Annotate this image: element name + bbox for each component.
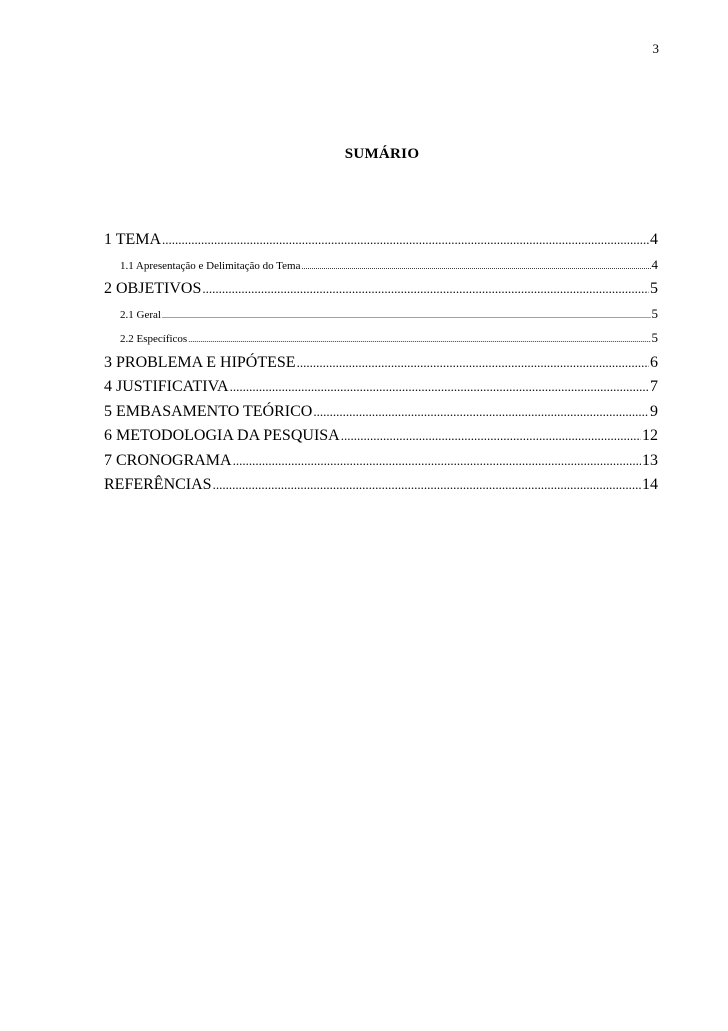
dot-leader: [188, 328, 650, 351]
toc-entry-label: 3 PROBLEMA E HIPÓTESE: [104, 353, 296, 371]
toc-entry-justificativa[interactable]: [104, 376, 658, 401]
page-number: 3: [652, 41, 659, 56]
toc-entry-page: 5: [651, 330, 658, 345]
toc-entry-label: 6 METODOLOGIA DA PESQUISA: [104, 427, 340, 444]
dot-leader: [233, 450, 641, 472]
toc-entry-page: 5: [650, 280, 658, 297]
dot-leader: [297, 352, 649, 374]
dot-leader: [162, 229, 649, 251]
toc-entry-label: 1 TEMA: [104, 231, 162, 248]
toc-entry-geral[interactable]: [104, 303, 658, 328]
dot-leader: [301, 255, 650, 278]
toc-entry-page: 12: [642, 427, 658, 444]
toc-entry-label: REFERÊNCIAS: [104, 476, 212, 493]
dot-leader: [341, 425, 641, 447]
page-title: SUMÁRIO: [344, 146, 420, 162]
toc-entry-referencias[interactable]: [104, 474, 658, 499]
toc-entry-embasamento[interactable]: [104, 401, 658, 426]
dot-leader: [162, 304, 651, 327]
toc-entry-objetivos[interactable]: [104, 278, 658, 303]
toc-entry-label: 4 JUSTIFICATIVA: [104, 378, 229, 395]
toc-entry-apresentacao[interactable]: [104, 254, 658, 279]
toc-entry-label: 7 CRONOGRAMA: [104, 451, 232, 469]
toc-entry-page: 9: [650, 402, 658, 420]
toc-entry-problema[interactable]: [104, 352, 658, 377]
toc-entry-label: 2.1 Geral: [120, 308, 161, 321]
table-of-contents: [104, 229, 658, 499]
toc-entry-page: 13: [642, 451, 658, 469]
dot-leader: [202, 278, 649, 300]
dot-leader: [313, 401, 649, 423]
toc-entry-label: 2 OBJETIVOS: [104, 280, 202, 297]
toc-entry-tema[interactable]: [104, 229, 658, 254]
toc-entry-label: 5 EMBASAMENTO TEÓRICO: [104, 402, 313, 420]
toc-entry-label: 1.1 Apresentação e Delimitação do Tema: [120, 259, 301, 272]
dot-leader: [213, 474, 641, 496]
toc-entry-page: 7: [650, 378, 658, 395]
toc-entry-especificos[interactable]: [104, 327, 658, 352]
toc-entry-label: 2.2 Específicos: [120, 333, 188, 345]
dot-leader: [230, 376, 649, 398]
toc-entry-page: 4: [650, 231, 658, 248]
toc-entry-page: 5: [651, 305, 658, 321]
toc-entry-page: 4: [651, 256, 658, 272]
toc-entry-page: 6: [650, 353, 658, 371]
toc-entry-metodologia[interactable]: [104, 425, 658, 450]
toc-entry-cronograma[interactable]: [104, 450, 658, 475]
toc-entry-page: 14: [642, 476, 658, 493]
